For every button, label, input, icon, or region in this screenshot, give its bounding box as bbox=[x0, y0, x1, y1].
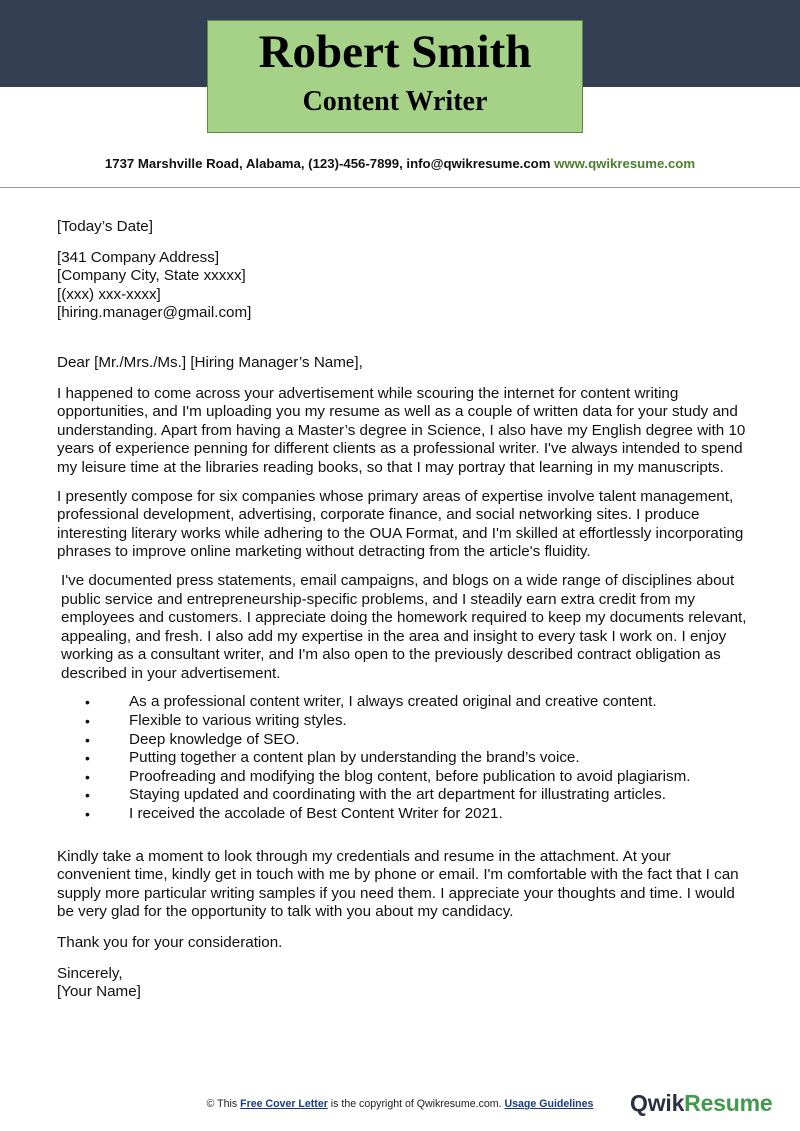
bullet-icon: • bbox=[85, 768, 90, 785]
header-divider bbox=[0, 187, 800, 188]
letter-body bbox=[57, 218, 747, 1002]
list-item-text: As a professional content writer, I always created original and creative content. bbox=[129, 693, 657, 711]
thanks-line: Thank you for your consideration. bbox=[57, 934, 283, 951]
footer-middle: is the copyright of Qwikresume.com. bbox=[330, 1098, 502, 1110]
list-item bbox=[57, 749, 747, 768]
list-item bbox=[57, 805, 747, 824]
bullet-icon: • bbox=[85, 713, 90, 730]
bullet-icon: • bbox=[85, 806, 90, 823]
closing-paragraph: Kindly take a moment to look through my credentials and resume in the attachment. At your convenient time, kindly get in touch with me by phone or email. I'm comfortable with the fact that I can supply more particular writing samples if you need them. I appreciate your thoughts and time. I would be very glad for the opportunity to talk with you about my candidacy. bbox=[57, 847, 739, 921]
logo-part-resume: Resume bbox=[684, 1090, 773, 1116]
list-item-text: Proofreading and modifying the blog content, before publication to avoid plagiarism. bbox=[129, 767, 691, 785]
footer-prefix: © This bbox=[206, 1098, 238, 1110]
recipient-address bbox=[57, 249, 747, 323]
list-item bbox=[57, 786, 747, 805]
bullet-icon: • bbox=[85, 787, 90, 804]
address-line: [(xxx) xxx-xxxx] bbox=[57, 285, 161, 303]
list-item-text: Putting together a content plan by understanding the brand’s voice. bbox=[129, 749, 580, 767]
signature-block bbox=[57, 965, 747, 1002]
skills-list bbox=[57, 693, 747, 823]
website-link[interactable]: www.qwikresume.com bbox=[554, 156, 696, 171]
list-item-text: I received the accolade of Best Content Writer for 2021. bbox=[129, 805, 503, 823]
salutation: Dear [Mr./Mrs./Ms.] [Hiring Manager’s Name], bbox=[57, 353, 363, 371]
bullet-icon: • bbox=[85, 750, 90, 767]
body-paragraph: I happened to come across your advertisement while scouring the internet for content writing opportunities, and I'm uploading you my resume as well as a couple of written data for your study and understanding. Apart from having a Master’s degree in Science, I also have my English degree with 10 years of experience penning for different clients as a professional writer. I've always intended to spend my leisure time at the libraries reading books, so that I may portray that learning in my manuscripts. bbox=[57, 384, 746, 476]
bullet-icon: • bbox=[85, 694, 90, 711]
list-item-text: Staying updated and coordinating with the art department for illustrating articles. bbox=[129, 786, 666, 804]
address-line: [341 Company Address] bbox=[57, 248, 220, 266]
list-item bbox=[57, 712, 747, 731]
list-item-text: Deep knowledge of SEO. bbox=[129, 730, 300, 748]
logo-part-qwik: Qwik bbox=[630, 1090, 685, 1116]
list-item bbox=[57, 693, 747, 712]
sign-off: Sincerely, bbox=[57, 964, 123, 982]
address-line: [hiring.manager@gmail.com] bbox=[57, 304, 252, 322]
contact-line bbox=[0, 156, 800, 171]
body-paragraph: I presently compose for six companies whose primary areas of expertise involve talent management, professional development, advertising, corporate finance, and social networking sites. I produce interesting literary works while adhering to the OUA Format, and I'm skilled at effortlessly incorporating phrases to improve online marketing without detracting from the article's fluidity. bbox=[57, 487, 744, 561]
address-line: [Company City, State xxxxx] bbox=[57, 267, 246, 285]
contact-details: 1737 Marshville Road, Alabama, (123)-456-7899, info@qwikresume.com bbox=[104, 156, 551, 171]
date-line: [Today’s Date] bbox=[57, 218, 153, 235]
candidate-name: Robert Smith bbox=[258, 26, 532, 78]
free-cover-letter-link[interactable]: Free Cover Letter bbox=[240, 1098, 328, 1110]
bullet-icon: • bbox=[85, 731, 90, 748]
qwikresume-logo bbox=[630, 1092, 772, 1115]
list-item-text: Flexible to various writing styles. bbox=[129, 712, 347, 730]
list-item bbox=[57, 731, 747, 750]
usage-guidelines-link[interactable]: Usage Guidelines bbox=[504, 1098, 594, 1110]
body-paragraph: I've documented press statements, email campaigns, and blogs on a wide range of disciplines about public service and entrepreneurship-specific problems, and I steadily earn extra credit from my employees and customers. I appreciate doing the homework required to keep my documents relevant, appealing, and fresh. I also add my expertise in the area and insight to every task I work on. I enjoy working as a consultant writer, and I'm also open to the previously described contract obligation as described in your advertisement. bbox=[61, 571, 747, 682]
job-title: Content Writer bbox=[302, 86, 488, 117]
signature-name: [Your Name] bbox=[57, 983, 141, 1001]
name-box bbox=[207, 20, 583, 133]
list-item bbox=[57, 768, 747, 787]
